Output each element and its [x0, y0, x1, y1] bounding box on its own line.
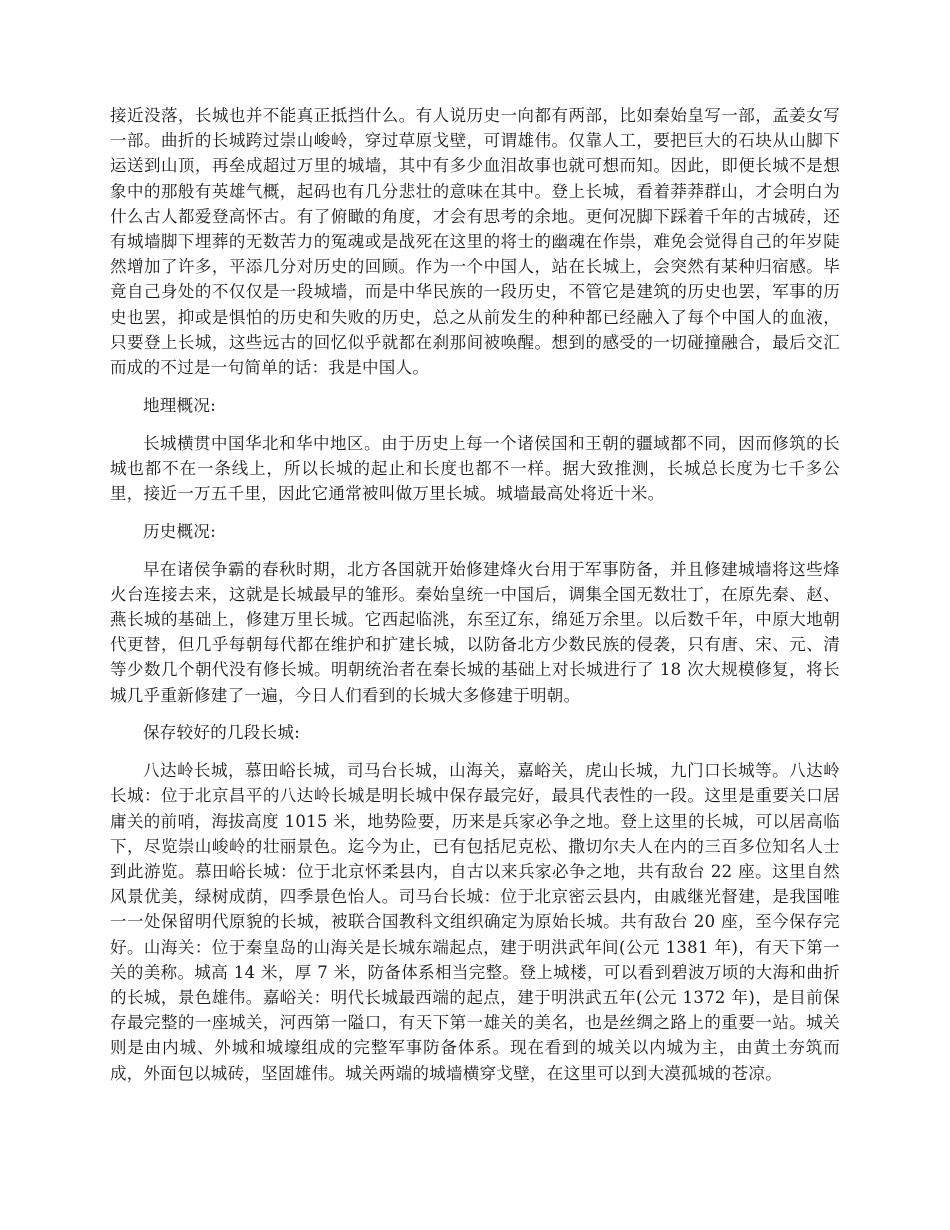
document-page: [110, 103, 840, 1098]
heading-geography: 地理概况:: [143, 395, 217, 415]
heading-history: 历史概况:: [143, 521, 217, 541]
heading-preserved-sections: 保存较好的几段长城:: [143, 723, 301, 743]
preserved-sections-paragraph: 八达岭长城，慕田峪长城，司马台长城，山海关，嘉峪关，虎山长城，九门口长城等。八达岭长城：位于北京昌平的八达岭长城是明长城中保存最完好，最具代表性的一段。这里是重要关口居庸关的前哨，海拔高度 1015 米，地势险要，历来是兵家必争之地。登上这里的长城，可以居高临下，尽览崇山峻岭的壮丽景色。迄今为止，已有包括尼克松、撒切尔夫人在内的三百多位知名人士到此游览。慕田峪长城：位于北京怀柔县内，自古以来兵家必争之地，共有敌台 22 座。这里自然风景优美，绿树成荫，四季景色怡人。司马台长城：位于北京密云县内，由戚继光督建，是我国唯一一处保留明代原貌的长城，被联合国教科文组织确定为原始长城。共有敌台 20 座，至今保存完好。山海关：位于秦皇岛的山海关是长城东端起点，建于明洪武年间(公元 1381 年)，有天下第一关的美称。城高 14 米，厚 7 米，防备体系相当完整。登上城楼，可以看到碧波万顷的大海和曲折的长城，景色雄伟。嘉峪关：明代长城最西端的起点，建于明洪武五年(公元 1372 年)，是目前保存最完整的一座城关，河西第一隘口，有天下第一雄关的美名，也是丝绸之路上的重要一站。城关则是由内城、外城和城壕组成的完整军事防备体系。现在看到的城关以内城为主，由黄土夯筑而成，外面包以城砖，坚固雄伟。城关两端的城墙横穿戈壁，在这里可以到大漠孤城的苍凉。: [110, 761, 840, 1083]
geography-paragraph: 长城横贯中国华北和华中地区。由于历史上每一个诸侯国和王朝的疆域都不同，因而修筑的长城也都不在一条线上，所以长城的起止和长度也都不一样。据大致推测，长城总长度为七千多公里，接近一万五千里，因此它通常被叫做万里长城。城墙最高处将近十米。: [110, 433, 840, 504]
intro-paragraph: 接近没落，长城也并不能真正抵挡什么。有人说历史一向都有两部，比如秦始皇写一部，孟姜女写一部。曲折的长城跨过崇山峻岭，穿过草原戈壁，可谓雄伟。仅靠人工，要把巨大的石块从山脚下运送到山顶，再垒成超过万里的城墙，其中有多少血泪故事也就可想而知。因此，即便长城不是想象中的那般有英雄气概，起码也有几分悲壮的意味在其中。登上长城，看着莽莽群山，才会明白为什么古人都爱登高怀古。有了俯瞰的角度，才会有思考的余地。更何况脚下踩着千年的古城砖，还有城墙脚下埋葬的无数苦力的冤魂或是战死在这里的将士的幽魂在作祟，难免会觉得自己的年岁陡然增加了许多，平添几分对历史的回顾。作为一个中国人，站在长城上，会突然有某种归宿感。毕竟自己身处的不仅仅是一段城墙，而是中华民族的一段历史，不管它是建筑的历史也罢，军事的历史也罢，抑或是惧怕的历史和失败的历史，总之从前发生的种种都已经融入了每个中国人的血液，只要登上长城，这些远古的回忆似乎就都在刹那间被唤醒。想到的感受的一切碰撞融合，最后交汇而成的不过是一句简单的话：我是中国人。: [110, 106, 840, 378]
history-paragraph: 早在诸侯争霸的春秋时期，北方各国就开始修建烽火台用于军事防备，并且修建城墙将这些烽火台连接去来，这就是长城最早的雏形。秦始皇统一中国后，调集全国无数壮丁，在原先秦、赵、燕长城的基础上，修建万里长城。它西起临洮，东至辽东，绵延万余里。以后数千年，中原大地朝代更替，但几乎每朝每代都在维护和扩建长城，以防备北方少数民族的侵袭，只有唐、宋、元、清等少数几个朝代没有修长城。明朝统治者在秦长城的基础上对长城进行了 18 次大规模修复，将长城几乎重新修建了一遍，今日人们看到的长城大多修建于明朝。: [110, 559, 840, 705]
